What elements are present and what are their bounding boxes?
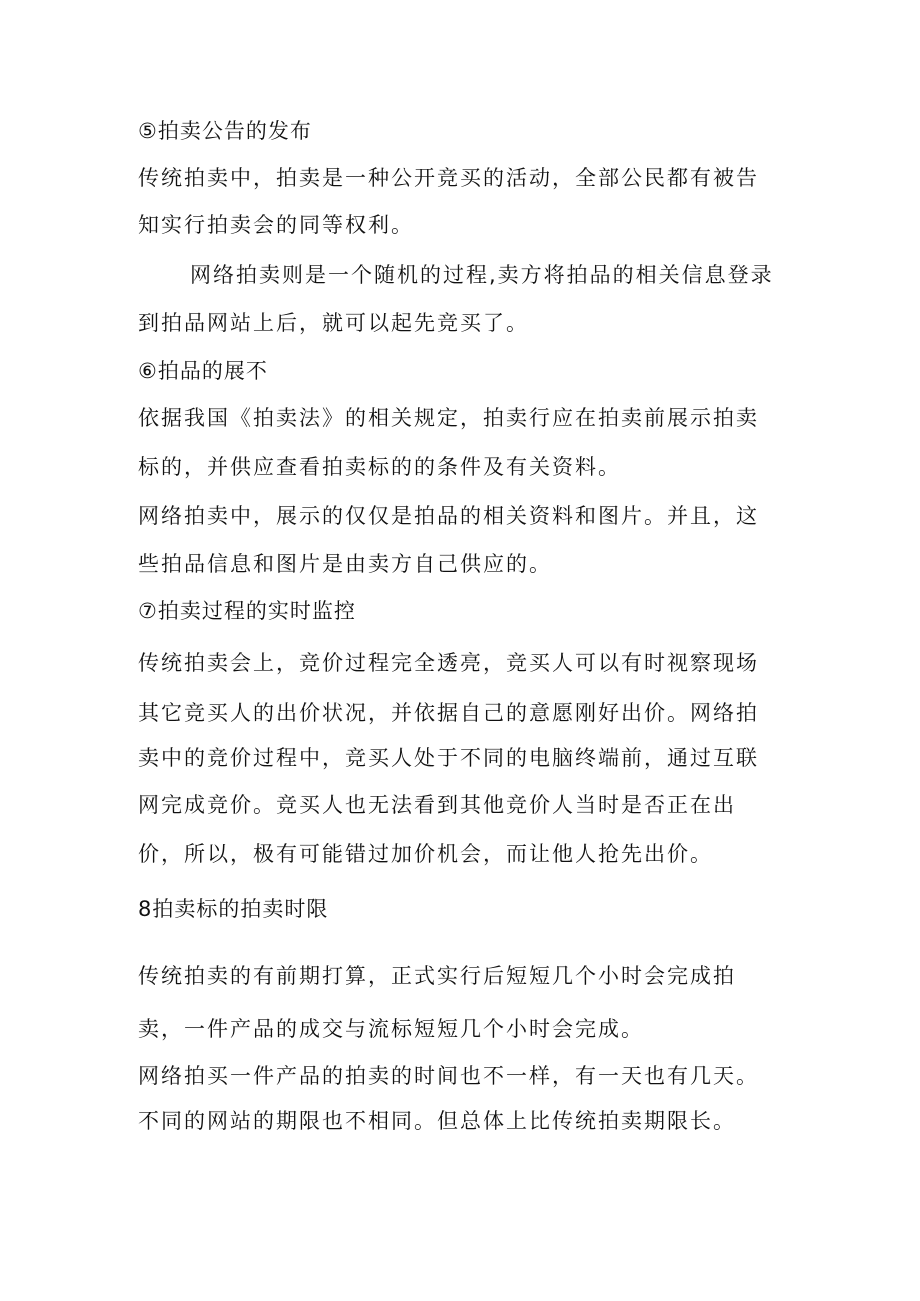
paragraph-line: 网完成竞价。竞买人也无法看到其他竞价人当时是否正在出 — [138, 793, 736, 817]
paragraph-line: 些拍品信息和图片是由卖方自己供应的。 — [138, 552, 552, 576]
paragraph-line: 传统拍卖的有前期打算，正式实行后短短几个小时会完成拍 — [138, 964, 736, 988]
paragraph-line: 网络拍卖则是一个随机的过程,卖方将拍品的相关信息登录 — [190, 263, 774, 287]
paragraph-line: 知实行拍卖会的同等权利。 — [138, 213, 414, 237]
paragraph-line: 卖，一件产品的成交与流标短短几个小时会完成。 — [138, 1017, 644, 1041]
paragraph-line: 卖中的竞价过程中，竞买人处于不同的电脑终端前，通过互联 — [138, 746, 759, 770]
paragraph-line: 不同的网站的期限也不相同。但总体上比传统拍卖期限长。 — [138, 1109, 736, 1133]
paragraph-line: 价，所以，极有可能错过加价机会，而让他人抢先出价。 — [138, 842, 713, 866]
paragraph-line: 其它竞买人的出价状况，并依据自己的意愿刚好出价。网络拍 — [138, 701, 759, 725]
section-heading-5: ⑤拍卖公告的发布 — [138, 119, 312, 143]
section-heading-6: ⑥拍品的展不 — [138, 359, 268, 383]
paragraph-line: 网络拍买一件产品的拍卖的时间也不一样，有一天也有几天。 — [138, 1064, 759, 1088]
section-heading-7: ⑦拍卖过程的实时监控 — [138, 599, 356, 623]
paragraph-line: 传统拍卖会上，竞价过程完全透亮，竞买人可以有时视察现场 — [138, 651, 759, 675]
paragraph-line: 标的，并供应查看拍卖标的的条件及有关资料。 — [138, 455, 621, 479]
paragraph-line: 网络拍卖中，展示的仅仅是拍品的相关资料和图片。并且，这 — [138, 504, 759, 528]
section-heading-8: 8拍卖标的拍卖时限 — [138, 897, 329, 921]
paragraph-line: 依据我国《拍卖法》的相关规定，拍卖行应在拍卖前展示拍卖 — [138, 406, 759, 430]
paragraph-line: 传统拍卖中，拍卖是一种公开竞买的活动，全部公民都有被告 — [138, 166, 759, 190]
paragraph-line: 到拍品网站上后，就可以起先竞买了。 — [138, 311, 529, 335]
